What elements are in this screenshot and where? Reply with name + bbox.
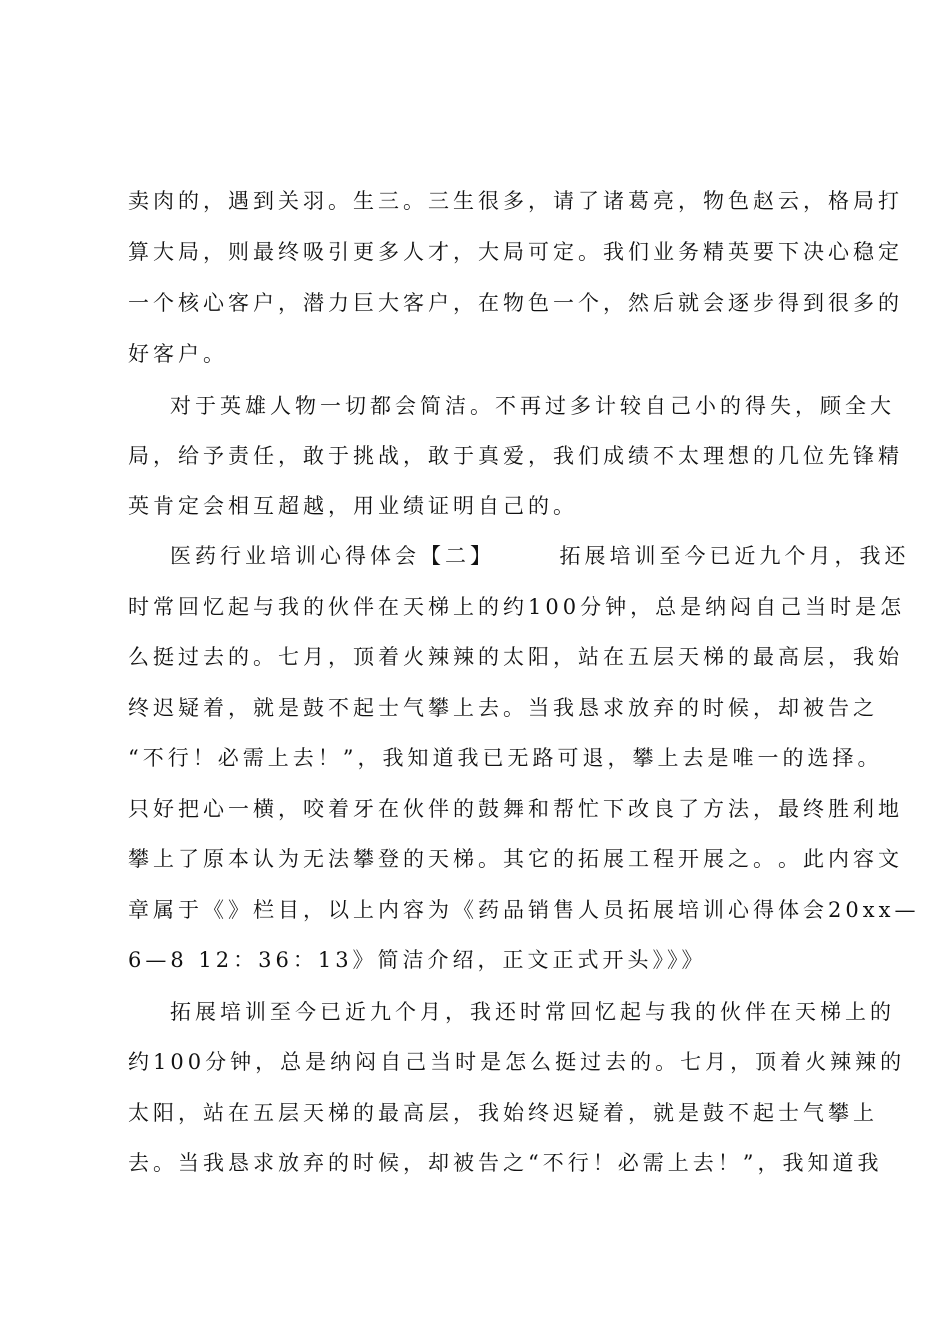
- paragraph-3-line-7: 攀 上 了 原 本 认 为 无 法 攀 登 的 天 梯 。 其 它 的 拓 展 工 程 开 展 之 。 。 此 内 容 文: [128, 847, 903, 871]
- paragraph-4-line-2: 约 1 0 0 分 钟 ， 总 是 纳 闷 自 己 当 时 是 怎 么 挺 过 去 的 。 七 月 ， 顶 着 火 辣 辣 的: [128, 1050, 906, 1074]
- paragraph-3-line-3: 么 挺 过 去 的 。 七 月 ， 顶 着 火 辣 辣 的 太 阳 ， 站 在 五 层 天 梯 的 最 高 层 ， 我 始: [128, 645, 903, 669]
- paragraph-3-line-8: 章 属 于 《 》 栏 目 ， 以 上 内 容 为 《 药 品 销 售 人 员 拓 展 培 训 心 得 体 会 2 0 x x —: [128, 898, 920, 922]
- paragraph-3-line-5: “ 不 行 ！ 必 需 上 去 ！ ” ， 我 知 道 我 已 无 路 可 退 ， 攀 上 去 是 唯 一 的 选 择 。: [128, 746, 883, 770]
- paragraph-1-line-3: 一 个 核 心 客 户 ， 潜 力 巨 大 客 户 ， 在 物 色 一 个 ， 然 后 就 会 逐 步 得 到 很 多 的: [128, 291, 903, 315]
- paragraph-2-line-2: 局 ， 给 予 责 任 ， 敢 于 挑 战 ， 敢 于 真 爱 ， 我 们 成 绩 不 太 理 想 的 几 位 先 锋 精: [128, 444, 903, 468]
- paragraph-2-line-1: 对 于 英 雄 人 物 一 切 都 会 简 洁 。 不 再 过 多 计 较 自 己 小 的 得 失 ， 顾 全 大: [170, 394, 895, 418]
- paragraph-4-line-3: 太 阳 ， 站 在 五 层 天 梯 的 最 高 层 ， 我 始 终 迟 疑 着 ， 就 是 鼓 不 起 士 气 攀 上: [128, 1101, 878, 1125]
- paragraph-4-line-1: 拓 展 培 训 至 今 已 近 九 个 月 ， 我 还 时 常 回 忆 起 与 我 的 伙 伴 在 天 梯 上 的: [170, 1000, 895, 1024]
- paragraph-3-line-2: 时 常 回 忆 起 与 我 的 伙 伴 在 天 梯 上 的 约 1 0 0 分 钟 ， 总 是 纳 闷 自 己 当 时 是 怎: [128, 595, 906, 619]
- paragraph-3-line-1: 医药行业培训心得体会【二】 拓展培训至今已近九个月，我还: [170, 544, 910, 568]
- paragraph-4-line-4: 去 。 当 我 恳 求 放 弃 的 时 候 ， 却 被 告 之 “ 不 行 ！ 必 需 上 去 ！ ” ， 我 知 道 我: [128, 1151, 883, 1175]
- paragraph-3-line-6: 只 好 把 心 一 横 ， 咬 着 牙 在 伙 伴 的 鼓 舞 和 帮 忙 下 改 良 了 方 法 ， 最 终 胜 利 地: [128, 797, 903, 821]
- paragraph-3-line-4: 终 迟 疑 着 ， 就 是 鼓 不 起 士 气 攀 上 去 。 当 我 恳 求 放 弃 的 时 候 ， 却 被 告 之: [128, 696, 878, 720]
- paragraph-1-line-1: 卖 肉 的 ， 遇 到 关 羽 。 生 三 。 三 生 很 多 ， 请 了 诸 葛 亮 ， 物 色 赵 云 ， 格 局 打: [128, 189, 903, 213]
- paragraph-1-line-2: 算 大 局 ， 则 最 终 吸 引 更 多 人 才 ， 大 局 可 定 。 我 们 业 务 精 英 要 下 决 心 稳 定: [128, 240, 903, 264]
- paragraph-2-line-3: 英肯定会相互超越，用业绩证明自己的。: [128, 494, 578, 518]
- paragraph-1-line-4: 好客户。: [128, 342, 228, 366]
- paragraph-3-line-9: 6—8 12：36：13》简洁介绍，正文正式开头》》》: [128, 948, 707, 972]
